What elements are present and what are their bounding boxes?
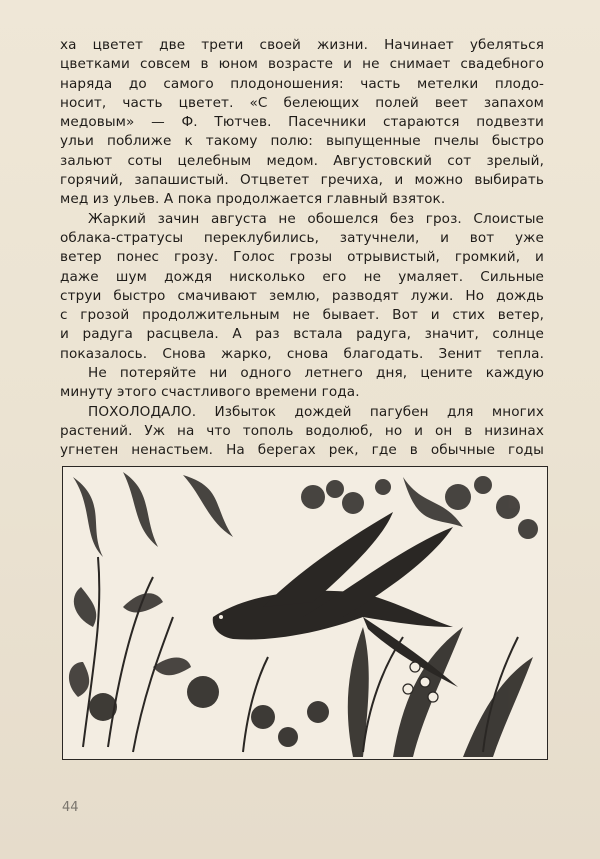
text-line: с грозой продолжительным не бывает. Вот и стих ветер, [60,307,544,324]
text-line: цветками совсем в юном возрасте и не снимает свадебного [60,56,544,73]
swallow-illustration [62,466,548,760]
text-line: ульи поближе к такому полю: выпущенные пчелы быстро [60,133,544,150]
text-line: ха цветет две трети своей жизни. Начинает убеляться [60,37,544,53]
text-line: Не потеряйте ни одного летнего дня, цените каждую [88,365,544,382]
text-line: носит, часть цветет. «С белеющих полей веет запахом [60,94,544,111]
text-line: зальют соты целебным медом. Августовский сот зрелый, [60,152,544,169]
text-line: облака-стратусы переклубились, затучнели, и вот уже [60,229,544,246]
text-line: медовым» — Ф. Тютчев. Пасечники стараются подвезти [60,114,544,131]
text-line: растений. Уж на что тополь водолюб, но и он в низинах [60,422,544,439]
text-line: ветер понес грозу. Голос грозы отрывистый, громкий, и [60,249,544,266]
text-line: Жаркий зачин августа не обошелся без гроз. Слоистые [88,210,544,227]
text-line: струи быстро смачивают землю, разводят лужи. Но дождь [60,287,544,304]
text-line: угнетен ненастьем. На берегах рек, где в обычные годы [60,442,544,459]
illustration-drawing [63,467,547,759]
text-line: мед из ульев. А пока продолжается главный взяток. [60,191,446,208]
text-line: даже шум дождя нисколько его не умаляет. Сильные [60,268,544,285]
text-line: минуту этого счастливого времени года. [60,384,360,401]
text-line: наряда до самого плодоношения: часть метелки плодо- [60,75,544,92]
body-text [60,36,544,461]
text-line: и радуга расцвела. А раз встала радуга, значит, солнце [60,326,544,343]
text-line: ПОХОЛОДАЛО. Избыток дождей пагубен для многих [88,403,544,420]
text-line: показалось. Снова жарко, снова благодать. Зенит тепла. [60,345,544,362]
page-number: 44 [62,800,79,815]
text-line: горячий, запашистый. Отцветет гречиха, и можно выбирать [60,172,544,189]
